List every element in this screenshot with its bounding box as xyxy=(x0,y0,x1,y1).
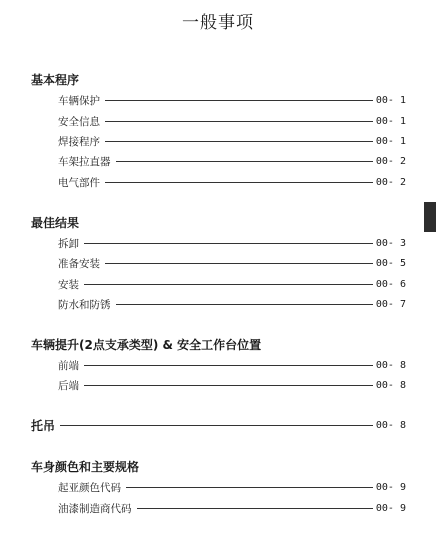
section-heading-basic-procedures: 基本程序 xyxy=(31,73,80,87)
leader-line xyxy=(116,161,373,162)
section-thumb-tab xyxy=(424,202,436,232)
toc-entry[interactable] xyxy=(58,358,406,372)
toc-entry-label: 前端 xyxy=(58,359,79,372)
leader-line xyxy=(105,141,373,142)
toc-entry[interactable] xyxy=(58,236,406,250)
toc-entry-page: 00- 1 xyxy=(375,135,406,147)
toc-entry[interactable] xyxy=(58,114,406,128)
toc-entry-page: 00- 8 xyxy=(375,379,406,391)
page-title: 一般事项 xyxy=(182,13,254,33)
toc-entry-label: 安装 xyxy=(58,278,79,291)
toc-entry-label: 防水和防锈 xyxy=(58,298,111,311)
toc-entry[interactable] xyxy=(58,256,406,270)
toc-entry-label: 焊接程序 xyxy=(58,135,100,148)
toc-entry-label: 安全信息 xyxy=(58,115,100,128)
toc-entry-label: 车架拉直器 xyxy=(58,155,111,168)
leader-line xyxy=(60,425,373,426)
leader-line xyxy=(137,508,373,509)
toc-entry-page: 00- 2 xyxy=(375,155,406,167)
toc-entry[interactable] xyxy=(58,480,406,494)
leader-line xyxy=(84,284,373,285)
toc-entry-page: 00- 3 xyxy=(375,237,406,249)
toc-entry[interactable] xyxy=(58,154,406,168)
toc-entry-page: 00- 2 xyxy=(375,176,406,188)
toc-entry-label: 车辆保护 xyxy=(58,94,100,107)
toc-entry[interactable] xyxy=(58,501,406,515)
toc-entry-page: 00- 5 xyxy=(375,257,406,269)
toc-entry-page: 00- 8 xyxy=(375,419,406,431)
toc-entry[interactable] xyxy=(58,175,406,189)
toc-entry-towing[interactable] xyxy=(31,418,406,432)
leader-line xyxy=(84,243,373,244)
toc-entry-page: 00- 9 xyxy=(375,481,406,493)
leader-line xyxy=(126,487,373,488)
section-heading-vehicle-lifting: 车辆提升(2点支承类型) & 安全工作台位置 xyxy=(31,338,262,352)
toc-entry-page: 00- 6 xyxy=(375,278,406,290)
leader-line xyxy=(105,263,373,264)
toc-entry[interactable] xyxy=(58,378,406,392)
leader-line xyxy=(84,365,373,366)
toc-entry[interactable] xyxy=(58,277,406,291)
toc-entry-label: 电气部件 xyxy=(58,176,100,189)
toc-entry-label: 后端 xyxy=(58,379,79,392)
toc-entry-label: 油漆制造商代码 xyxy=(58,502,132,515)
toc-entry-page: 00- 7 xyxy=(375,298,406,310)
section-heading-best-results: 最佳结果 xyxy=(31,216,80,230)
toc-entry-label: 准备安装 xyxy=(58,257,100,270)
toc-entry-page: 00- 1 xyxy=(375,115,406,127)
leader-line xyxy=(116,304,373,305)
leader-line xyxy=(105,182,373,183)
toc-entry-page: 00- 1 xyxy=(375,94,406,106)
leader-line xyxy=(105,121,373,122)
section-heading-body-color-specs: 车身颜色和主要规格 xyxy=(31,460,140,474)
toc-entry-label: 拆卸 xyxy=(58,237,79,250)
leader-line xyxy=(84,385,373,386)
toc-entry-page: 00- 9 xyxy=(375,502,406,514)
toc-entry-page: 00- 8 xyxy=(375,359,406,371)
toc-entry[interactable] xyxy=(58,93,406,107)
leader-line xyxy=(105,100,373,101)
toc-entry-label: 起亚颜色代码 xyxy=(58,481,121,494)
toc-entry-label: 托吊 xyxy=(31,418,56,433)
toc-entry[interactable] xyxy=(58,297,406,311)
toc-entry[interactable] xyxy=(58,134,406,148)
